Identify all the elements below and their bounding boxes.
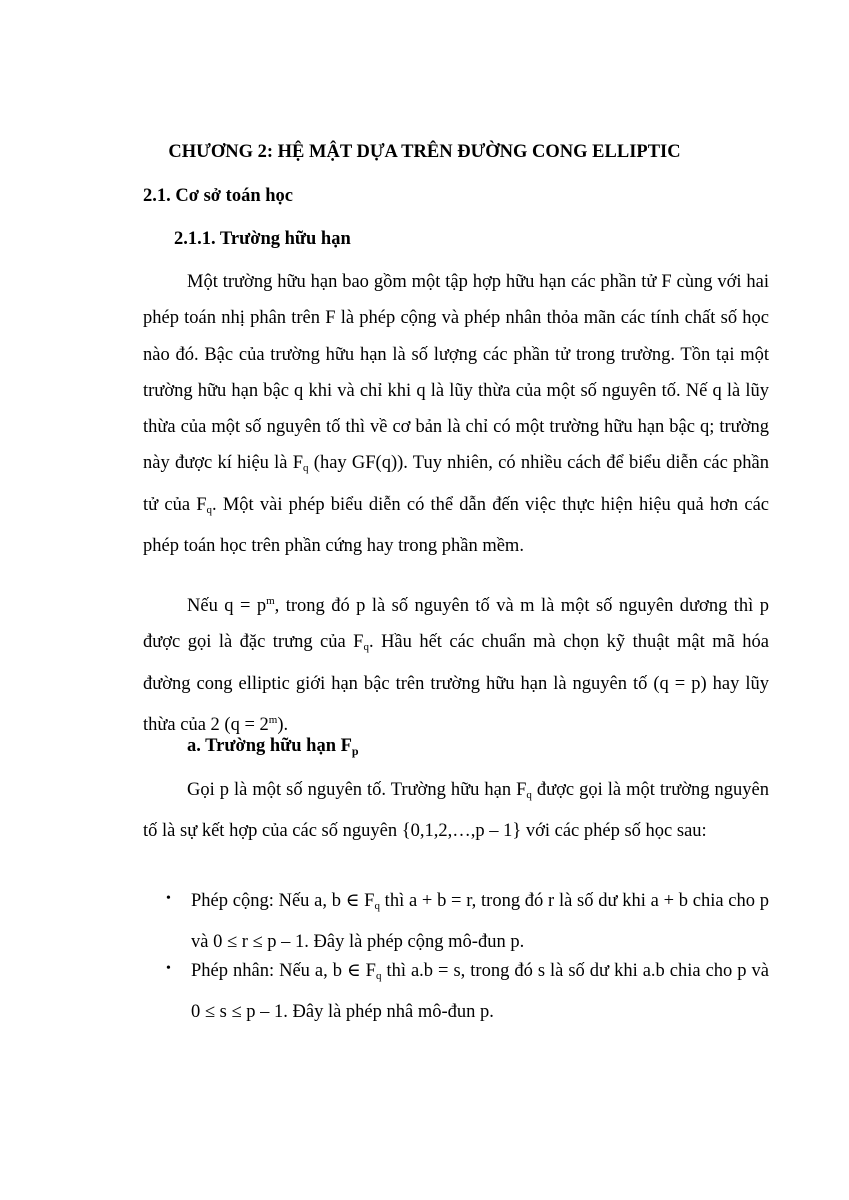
text-run: . Một vài phép biểu diễn có thể dẫn đến việc thực hiện hiệu quả hơn các phép toán học trên phần cứng hay trong phần mềm. — [143, 494, 769, 557]
text-run: Nếu q = p — [187, 596, 267, 616]
subscript: p — [351, 744, 359, 758]
text-run: ). — [277, 714, 289, 735]
text-run: , trong đó p là số nguyên tố và m là một số nguyên dương thì p được gọi là đặc trưng của F — [143, 596, 769, 653]
subheading-prime-field — [187, 736, 359, 759]
text-run: thì a.b = s, trong đó s là số dư khi a.b chia cho p và 0 ≤ s ≤ p – 1. Đây là phép nhâ mô-đun p. — [191, 961, 769, 1023]
bullet-icon: • — [166, 891, 171, 906]
text-run: Phép nhân: Nếu a, b ∈ F — [191, 961, 376, 981]
text-run: Phép cộng: Nếu a, b ∈ F — [191, 891, 375, 911]
subscript: q — [363, 641, 369, 654]
subscript: q — [375, 970, 382, 982]
bullet-icon: • — [166, 961, 171, 976]
text-run: thì a + b = r, trong đó r là số dư khi a + b chia cho p và 0 ≤ r ≤ p – 1. Đây là phép cộng mô-đun p. — [191, 891, 769, 953]
chapter-title: CHƯƠNG 2: HỆ MẬT DỰA TRÊN ĐƯỜNG CONG ELLIPTIC — [168, 142, 681, 162]
subscript: q — [374, 900, 380, 912]
superscript: m — [266, 595, 275, 607]
subheading-text: a. Trường hữu hạn F — [187, 736, 352, 756]
subscript: q — [526, 789, 532, 801]
list-item-multiplication — [191, 953, 769, 1031]
text-run: (hay GF(q)). Tuy nhiên, có nhiều cách để biểu diễn các phần tử của F — [143, 453, 769, 515]
list-item-addition — [191, 883, 769, 961]
superscript: m — [268, 713, 278, 726]
subscript: q — [303, 462, 309, 475]
subscript: q — [206, 503, 213, 516]
text-run: được gọi là một trường nguyên tố là sự kết hợp của các số nguyên {0,1,2,…,p – 1} với các phép số học sau: — [143, 780, 769, 842]
section-title: 2.1. Cơ sở toán học — [143, 186, 293, 206]
paragraph-prime-field — [143, 772, 769, 850]
text-run: Gọi p là một số nguyên tố. Trường hữu hạn F — [187, 780, 527, 800]
paragraph-characteristic — [143, 583, 769, 743]
subsection-title: 2.1.1. Trường hữu hạn — [174, 229, 351, 249]
paragraph-finite-field-intro — [143, 264, 769, 564]
text-run: Một trường hữu hạn bao gồm một tập hợp hữu hạn các phần tử F cùng với hai phép toán nhị phân trên F là phép cộng và phép nhân thỏa mãn các tính chất số học nào đó. Bậc của trường hữu hạn là số lượng các phần tử trong trường. Tồn tại một trường hữu hạn bậc q khi và chỉ khi q là lũy thừa của một số nguyên tố. Nế q là lũy thừa của một số nguyên tố thì về cơ bản là chỉ có một trường hữu hạn bậc q; trường này được kí hiệu là F — [143, 272, 769, 474]
text-run: . Hầu hết các chuẩn mà chọn kỹ thuật mật mã hóa đường cong elliptic giới hạn bậc trên trường hữu hạn là nguyên tố (q = p) hay lũy thừa của 2 (q = 2 — [143, 632, 769, 735]
